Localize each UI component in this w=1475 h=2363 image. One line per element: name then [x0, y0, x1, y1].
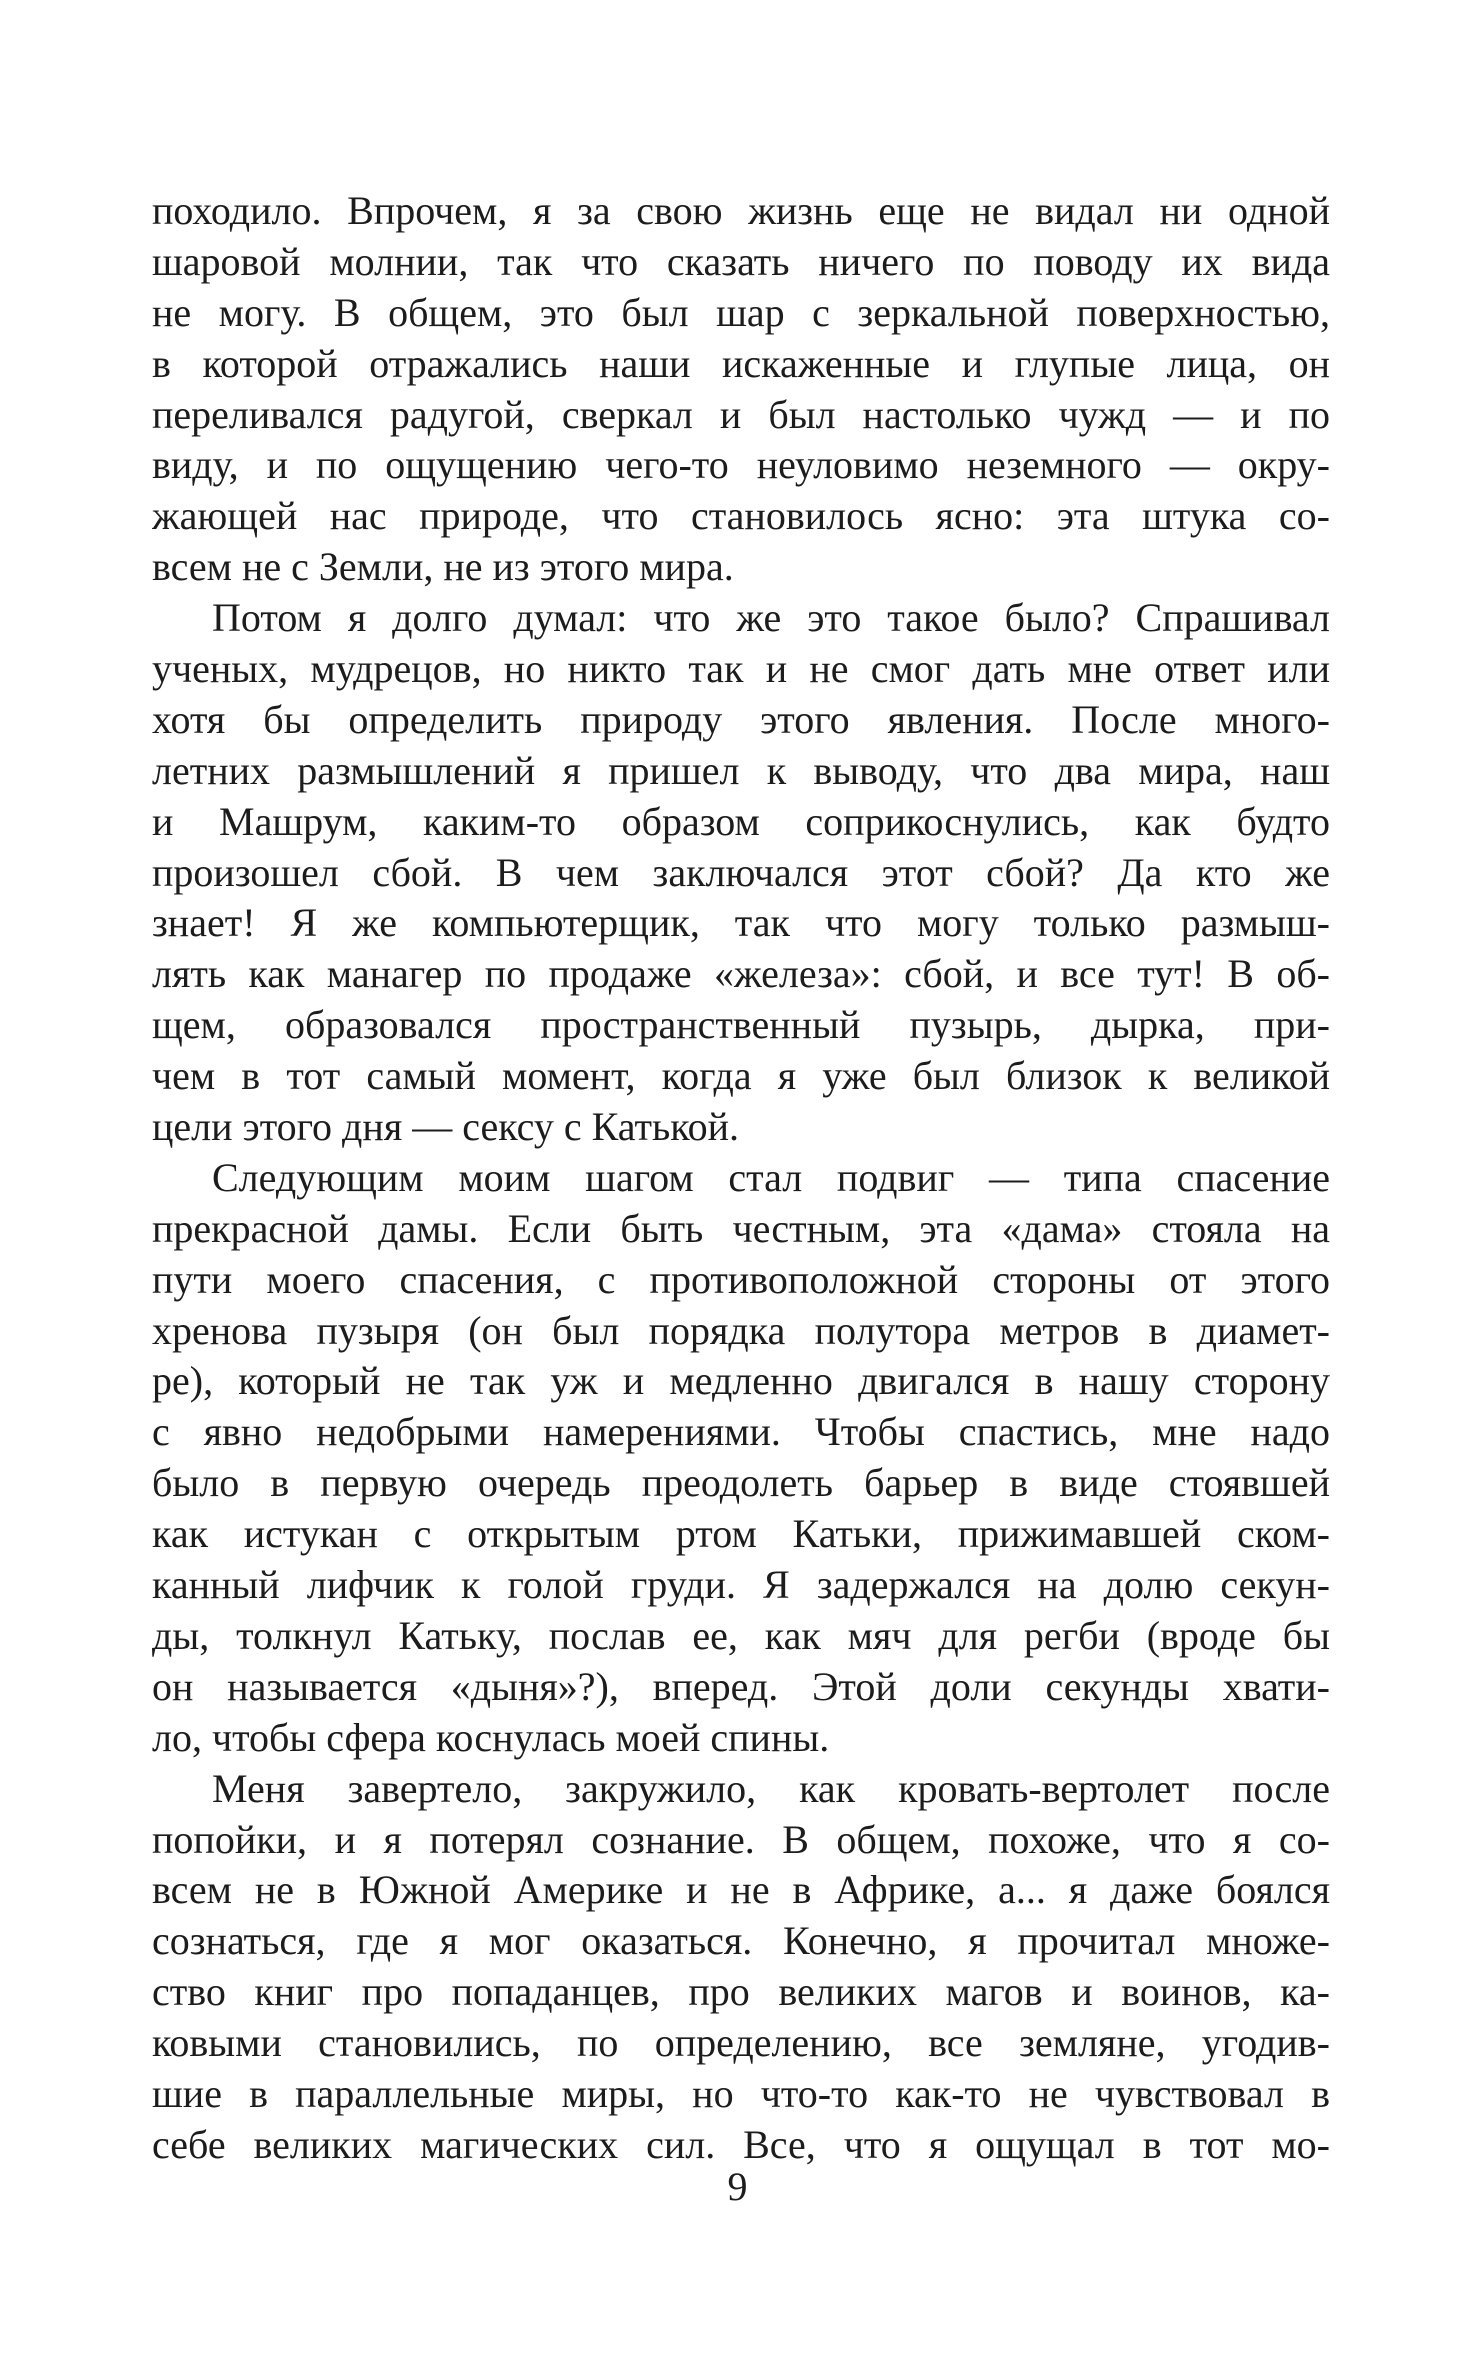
- paragraph: [152, 1764, 1330, 2171]
- text-line: канный лифчик к голой груди. Я задержался на долю секун-: [152, 1562, 1330, 1608]
- paragraph: [152, 593, 1330, 1153]
- text-line: ды, толкнул Катьку, послав ее, как мяч для регби (вроде бы: [152, 1612, 1330, 1658]
- text-line: летних размышлений я пришел к выводу, что два мира, наш: [152, 747, 1330, 793]
- text-line: в которой отражались наши искаженные и глупые лица, он: [152, 340, 1330, 386]
- text-line: жающей нас природе, что становилось ясно: эта штука со-: [152, 493, 1330, 539]
- body-text: [152, 186, 1330, 2171]
- page-number: 9: [727, 2164, 748, 2209]
- text-line: ло, чтобы сфера коснулась моей спины.: [152, 1714, 830, 1760]
- text-line: и Машрум, каким-то образом соприкоснулись, как будто: [152, 798, 1330, 844]
- text-line: было в первую очередь преодолеть барьер в виде стоявшей: [152, 1460, 1330, 1506]
- text-line: Следующим моим шагом стал подвиг — типа спасение: [212, 1154, 1330, 1200]
- text-line: попойки, и я потерял сознание. В общем, похоже, что я со-: [152, 1816, 1330, 1862]
- text-line: прекрасной дамы. Если быть честным, эта «дама» стояла на: [152, 1205, 1330, 1251]
- text-line: ковыми становились, по определению, все земляне, угодив-: [152, 2020, 1330, 2066]
- text-line: ученых, мудрецов, но никто так и не смог дать мне ответ или: [152, 646, 1330, 692]
- text-line: хренова пузыря (он был порядка полутора метров в диамет-: [152, 1307, 1330, 1353]
- text-line: он называется «дыня»?), вперед. Этой доли секунды хвати-: [152, 1663, 1330, 1709]
- text-line: щем, образовался пространственный пузырь, дырка, при-: [152, 1002, 1330, 1048]
- text-line: пути моего спасения, с противоположной стороны от этого: [152, 1256, 1330, 1302]
- paragraph: [152, 1153, 1330, 1764]
- text-line: с явно недобрыми намерениями. Чтобы спастись, мне надо: [152, 1409, 1330, 1455]
- text-line: всем не с Земли, не из этого мира.: [152, 544, 734, 590]
- text-line: виду, и по ощущению чего-то неуловимо неземного — окру-: [152, 442, 1330, 488]
- text-line: не могу. В общем, это был шар с зеркальной поверхностью,: [152, 289, 1330, 335]
- text-line: как истукан с открытым ртом Катьки, прижимавшей ском-: [152, 1511, 1330, 1557]
- text-line: Потом я долго думал: что же это такое было? Спрашивал: [212, 595, 1330, 641]
- text-line: себе великих магических сил. Все, что я ощущал в тот мо-: [152, 2121, 1330, 2167]
- text-line: походило. Впрочем, я за свою жизнь еще не видал ни одной: [152, 188, 1330, 233]
- text-line: Меня завертело, закружило, как кровать-вертолет после: [212, 1765, 1330, 1811]
- text-line: всем не в Южной Америке и не в Африке, а... я даже боялся: [152, 1867, 1330, 1913]
- text-line: ство книг про попаданцев, про великих магов и воинов, ка-: [152, 1969, 1330, 2015]
- text-line: хотя бы определить природу этого явления. После много-: [152, 696, 1330, 742]
- text-line: знает! Я же компьютерщик, так что могу только размыш-: [152, 900, 1330, 946]
- text-line: шаровой молнии, так что сказать ничего по поводу их вида: [152, 238, 1330, 284]
- text-line: лять как манагер по продаже «железа»: сбой, и все тут! В об-: [152, 951, 1330, 997]
- text-line: сознаться, где я мог оказаться. Конечно, я прочитал множе-: [152, 1918, 1330, 1964]
- text-line: переливался радугой, сверкал и был настолько чужд — и по: [152, 391, 1330, 437]
- paragraph: [152, 186, 1330, 593]
- text-line: чем в тот самый момент, когда я уже был близок к великой: [152, 1053, 1330, 1099]
- text-line: ре), который не так уж и медленно двигался в нашу сторону: [152, 1358, 1330, 1404]
- text-line: произошел сбой. В чем заключался этот сбой? Да кто же: [152, 849, 1330, 895]
- text-line: цели этого дня — сексу с Катькой.: [152, 1104, 740, 1150]
- text-line: шие в параллельные миры, но что-то как-то не чувствовал в: [152, 2070, 1330, 2116]
